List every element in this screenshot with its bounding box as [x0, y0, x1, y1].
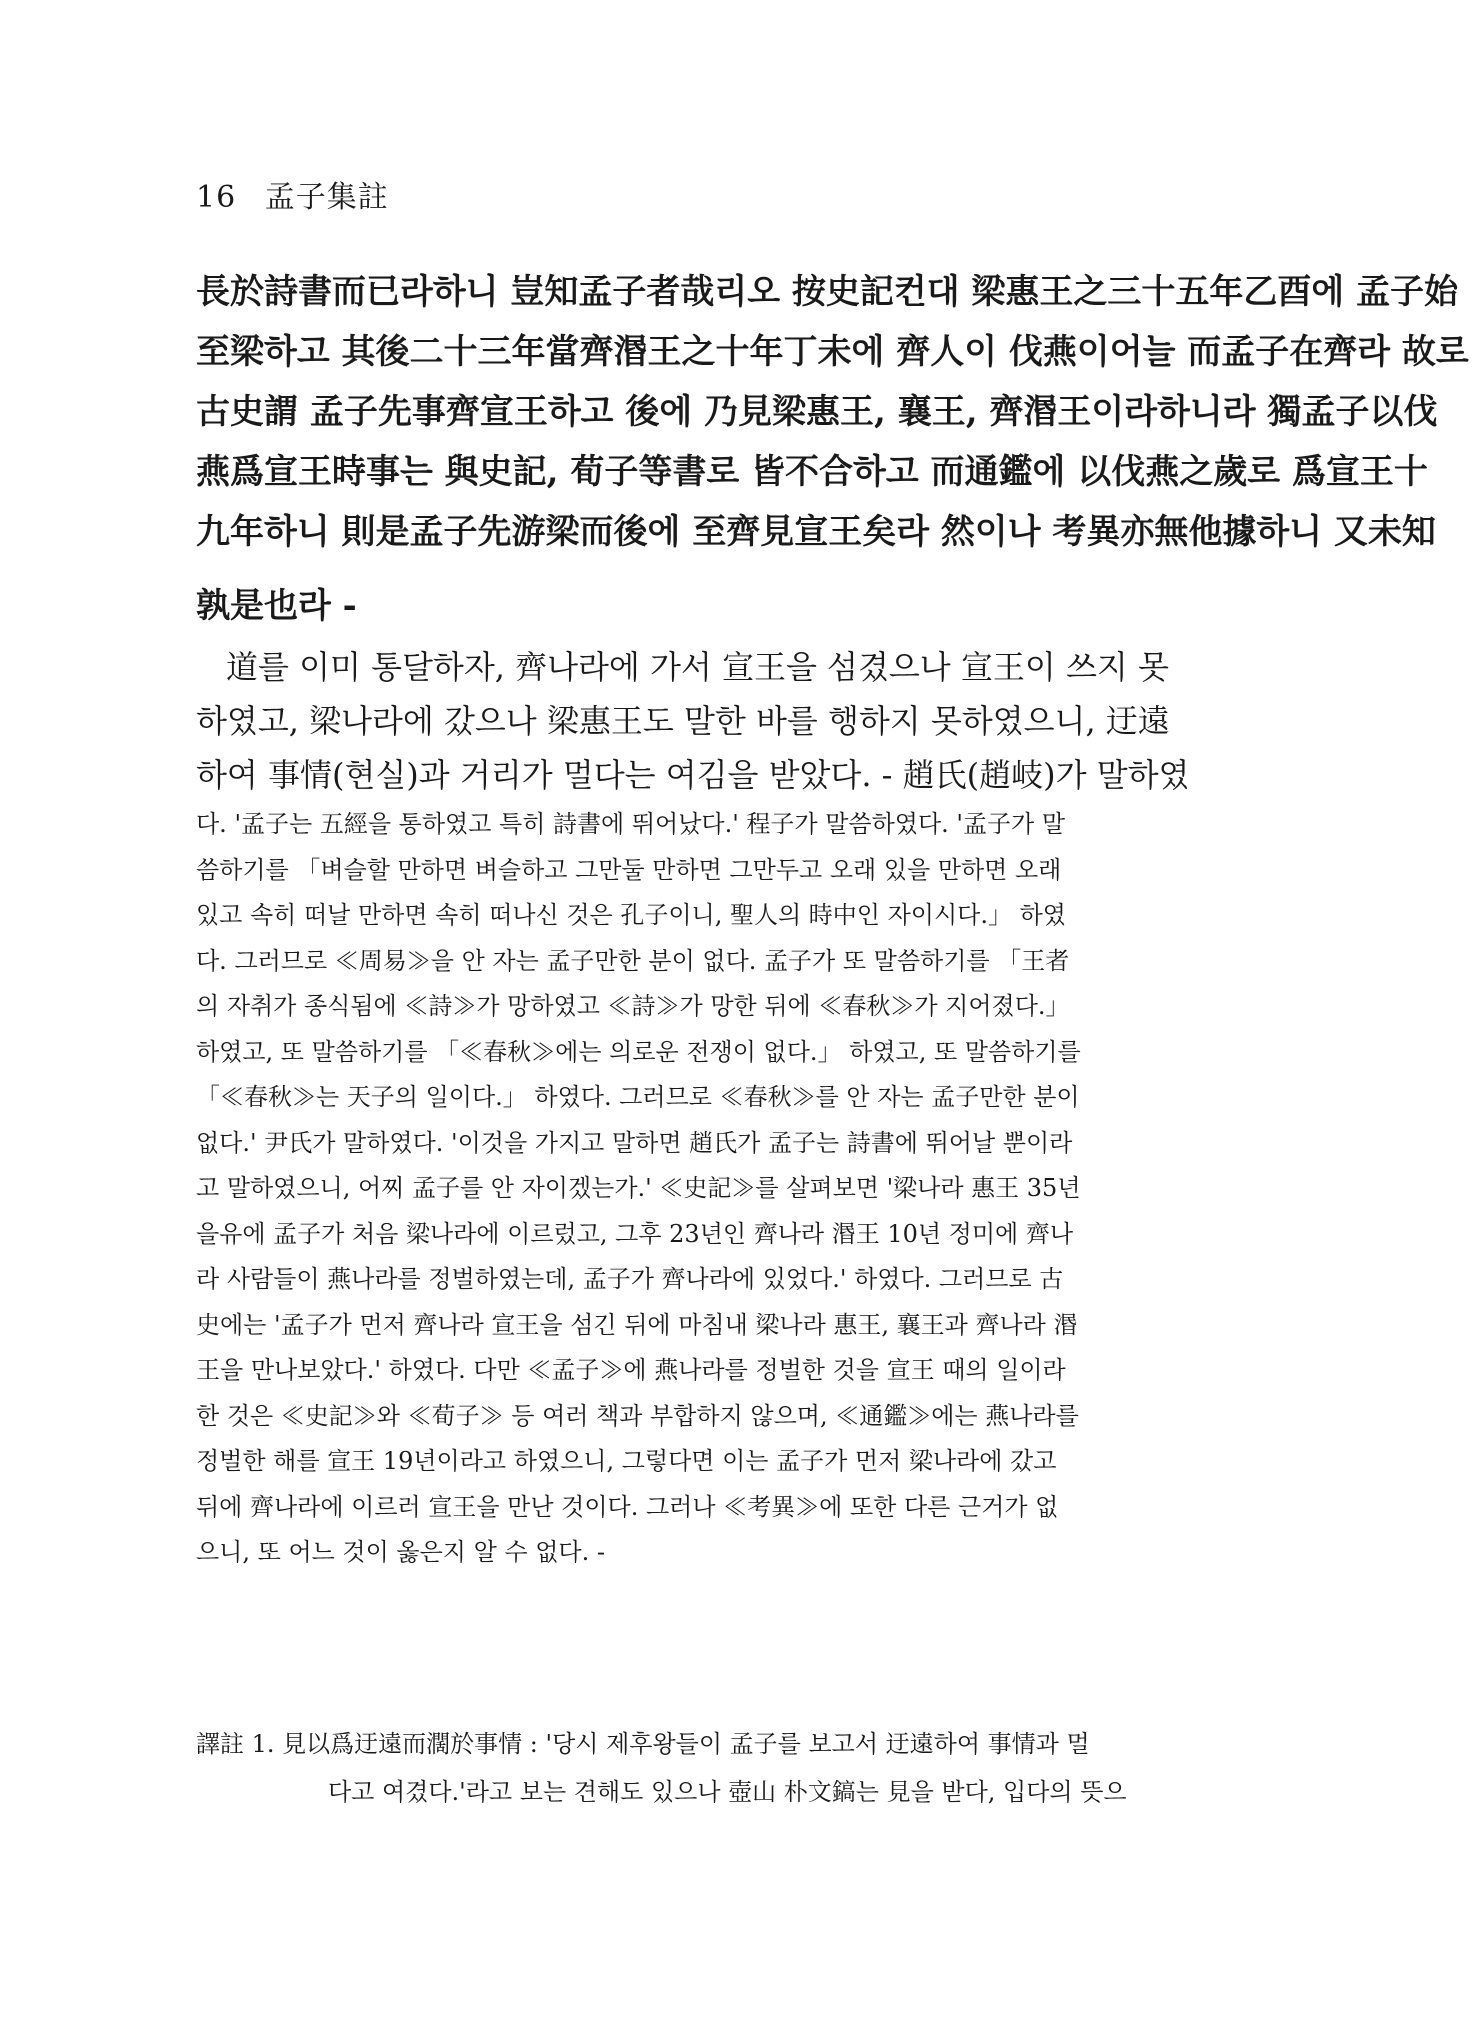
translation-commentary-line: 다. '孟子는 五經을 통하였고 특히 詩書에 뛰어났다.' 程子가 말씀하였다. '孟子가 말: [196, 810, 1066, 838]
translation-commentary-line: 「≪春秋≫는 天子의 일이다.」 하였다. 그러므로 ≪春秋≫를 안 자는 孟子만한 분이: [196, 1083, 1080, 1111]
translation-main-line: 하여 事情(현실)과 거리가 멀다는 여김을 받았다. - 趙氏(趙岐)가 말하였: [196, 756, 1190, 794]
original-text-line: 古史謂 孟子先事齊宣王하고 後에 乃見梁惠王, 襄王, 齊湣王이라하니라 獨孟子以伐: [196, 392, 1438, 432]
translation-commentary-line: 씀하기를 「벼슬할 만하면 벼슬하고 그만둘 만하면 그만두고 오래 있을 만하면 오래: [196, 855, 1062, 884]
original-text-line: 九年하니 則是孟子先游梁而後에 至齊見宣王矣라 然이나 考異亦無他據하니 又未知: [196, 512, 1436, 552]
note-line: 譯註 1. 見以爲迂遠而濶於事情 : '당시 제후왕들이 孟子를 보고서 迂遠하여 事情과 멀: [196, 1730, 1090, 1758]
translation-main-line: 하였고, 梁나라에 갔으나 梁惠王도 말한 바를 행하지 못하였으니, 迂遠: [196, 702, 1170, 740]
translation-commentary-line: 정벌한 해를 宣王 19년이라고 하였으니, 그렇다면 이는 孟子가 먼저 梁나라에 갔고: [196, 1447, 1057, 1475]
page-number: 16: [196, 180, 237, 215]
translator-notes: [196, 1720, 1308, 1816]
translation-main-line: 道를 이미 통달하자, 齊나라에 가서 宣王을 섬겼으나 宣王이 쓰지 못: [226, 648, 1169, 686]
translation-block: [196, 640, 1308, 1576]
translation-commentary-line: 있고 속히 떠날 만하면 속히 떠나신 것은 孔子이니, 聖人의 時中인 자이시다.」 하였: [196, 901, 1066, 929]
original-text-line: 孰是也라 -: [196, 586, 357, 626]
original-text-line: 燕爲宣王時事는 與史記, 荀子等書로 皆不合하고 而通鑑에 以伐燕之歲로 爲宣王十: [196, 452, 1428, 492]
translation-commentary-line: 으니, 또 어느 것이 옳은지 알 수 없다. -: [196, 1538, 605, 1566]
original-text-block: [196, 262, 1469, 636]
translation-commentary-line: 고 말하였으니, 어찌 孟子를 안 자이겠는가.' ≪史記≫를 살펴보면 '梁나라 惠王 35년: [196, 1174, 1081, 1202]
translation-commentary-line: 을유에 孟子가 처음 梁나라에 이르렀고, 그후 23년인 齊나라 湣王 10년 정미에 齊나: [196, 1219, 1074, 1248]
running-header: [196, 172, 389, 216]
translation-commentary-line: 의 자취가 종식됨에 ≪詩≫가 망하였고 ≪詩≫가 망한 뒤에 ≪春秋≫가 지어졌다.」: [196, 992, 1070, 1020]
translation-commentary-line: 없다.' 尹氏가 말하였다. '이것을 가지고 말하면 趙氏가 孟子는 詩書에 뛰어날 뿐이라: [196, 1128, 1073, 1157]
translation-commentary-line: 史에는 '孟子가 먼저 齊나라 宣王을 섬긴 뒤에 마침내 梁나라 惠王, 襄王과 齊나라 湣: [196, 1310, 1078, 1339]
translation-commentary-line: 한 것은 ≪史記≫와 ≪荀子≫ 등 여러 책과 부합하지 않으며, ≪通鑑≫에는 燕나라를: [196, 1401, 1079, 1430]
translation-commentary-line: 뒤에 齊나라에 이르러 宣王을 만난 것이다. 그러나 ≪考異≫에 또한 다른 근거가 없: [196, 1492, 1059, 1521]
translation-commentary-line: 다. 그러므로 ≪周易≫을 안 자는 孟子만한 분이 없다. 孟子가 또 말씀하기를 「王者: [196, 946, 1070, 975]
book-title: 孟子集註: [264, 180, 389, 215]
translation-commentary-line: 라 사람들이 燕나라를 정벌하였는데, 孟子가 齊나라에 있었다.' 하였다. 그러므로 古: [196, 1265, 1064, 1293]
original-text-line: 長於詩書而已라하니 豈知孟子者哉리오 按史記컨대 梁惠王之三十五年乙酉에 孟子始: [196, 272, 1459, 312]
translation-commentary-line: 王을 만나보았다.' 하였다. 다만 ≪孟子≫에 燕나라를 정벌한 것을 宣王 때의 일이라: [196, 1356, 1066, 1384]
original-text-line: 至梁하고 其後二十三年當齊湣王之十年丁未에 齊人이 伐燕이어늘 而孟子在齊라 故로: [196, 332, 1469, 372]
translation-commentary-line: 하였고, 또 말씀하기를 「≪春秋≫에는 의로운 전쟁이 없다.」 하였고, 또 말씀하기를: [196, 1037, 1081, 1066]
note-line: 다고 여겼다.'라고 보는 견해도 있으나 壺山 朴文鎬는 見을 받다, 입다의 뜻으: [328, 1778, 1127, 1806]
